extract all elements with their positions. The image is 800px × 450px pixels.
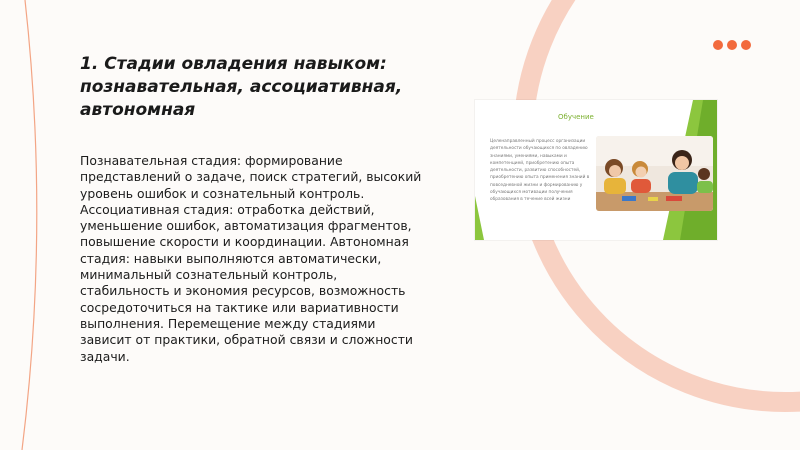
slide-body-text: Познавательная стадия: формирование представлений о задаче, поиск стратегий, высокий уровень ошибок и сознательный контроль. Ассоциативная стадия: отработка действий, уменьшение ошибок, автоматизация фрагментов, повышение скорости и координации. Автономная стадия: навыки выполняются автоматически, минимальный сознательный контроль, стабильность и экономия ресурсов, возможность сосредоточиться на тактике или вариативности выполнения. Перемещение между стадиями зависит от практики, обратной связи и сложности задачи. bbox=[80, 153, 422, 364]
dot-icon bbox=[741, 40, 751, 50]
thumbnail-text: Целенаправленный процесс организации деятельности обучающихся по овладению знаниями, умениями, навыками и компетенцией, приобретению опыта деятельности, развитию способностей, приобретению опыта применения знаний в повседневной жизни и формированию у обучающихся мотивации получения образования в течение всей жизни bbox=[490, 139, 590, 203]
dot-icon bbox=[713, 40, 723, 50]
classroom-photo bbox=[596, 136, 713, 211]
thumbnail-title: Обучение bbox=[558, 113, 594, 121]
slide-title: 1. Стадии овладения навыком: познавательная, ассоциативная, автономная bbox=[80, 54, 403, 120]
slide-thumbnail-image bbox=[475, 100, 717, 240]
dot-icon bbox=[727, 40, 737, 50]
three-dots-icon bbox=[713, 40, 751, 50]
